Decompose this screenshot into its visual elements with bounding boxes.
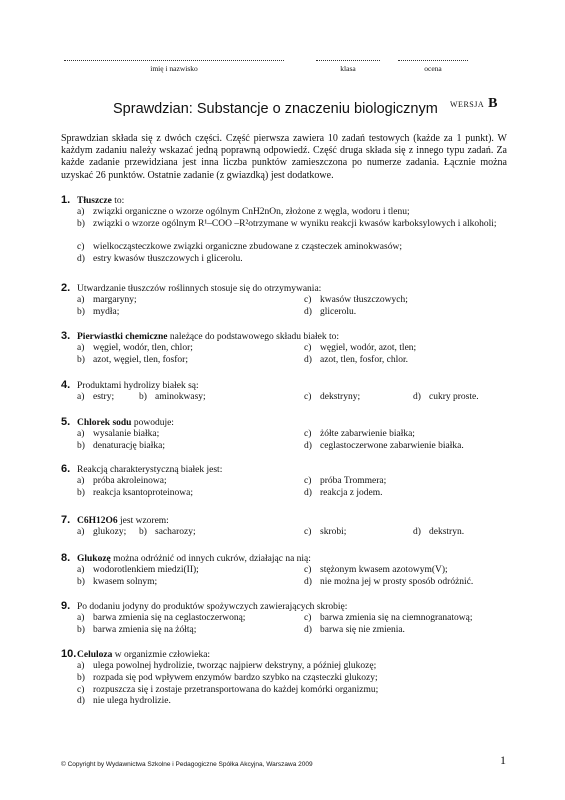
copyright-footer: © Copyright by Wydawnictwa Szkolne i Pedagogiczne Spółka Akcyjna, Warszawa 2009 (61, 761, 313, 768)
option-row (61, 625, 521, 637)
question-text: Produktami hydrolizy białek są: (77, 381, 199, 391)
option-row (61, 207, 521, 219)
answer-option[interactable] (77, 392, 114, 404)
option-text: ulega powolnej hydrolizie, tworząc najpierw dekstryny, a później glukozę; (93, 661, 377, 671)
question-number: 8. (61, 552, 71, 564)
option-letter: c) (304, 295, 312, 305)
option-text: ceglastoczerwone zabarwienie białka. (320, 440, 464, 451)
option-text: barwa zmienia się na ciemnogranatową; (320, 613, 473, 623)
option-letter: c) (304, 613, 312, 623)
answer-option[interactable] (139, 527, 196, 539)
option-letter: c) (304, 527, 312, 537)
answer-option[interactable] (304, 307, 356, 319)
answer-option[interactable] (304, 295, 408, 307)
intro-paragraph: Sprawdzian składa się z dwóch części. Część pierwsza zawiera 10 zadań testowych (każde za 1 punkt). W każdym zadaniu należy wskazać jedną poprawną odpowiedź. Część druga składa się z innego typu zadań. Za każde zadanie przewidziana jest inna liczba punktów zamieszczona po numerze zadania. Łącznie można uzyskać 26 punktów. Ostatnie zadanie (z gwiazdką) jest dodatkowe. (61, 133, 507, 181)
option-text: barwa zmienia się na ceglastoczerwoną; (93, 613, 246, 623)
answer-option[interactable] (77, 242, 402, 254)
option-text: próba akroleinowa; (93, 476, 167, 486)
option-row (61, 696, 521, 708)
answer-option[interactable] (77, 685, 378, 697)
question-keyword: Tłuszcze (77, 196, 112, 206)
option-row (61, 673, 521, 685)
answer-option[interactable] (77, 207, 410, 219)
question-2 (61, 283, 521, 319)
page-number: 1 (500, 753, 506, 767)
question-number: 9. (61, 600, 71, 612)
answer-option[interactable] (77, 625, 196, 637)
option-letter: c) (304, 429, 312, 439)
version-label: WERSJA (450, 100, 484, 109)
option-letter: a) (77, 392, 85, 402)
option-letter: b) (77, 218, 85, 229)
option-letter: d) (413, 392, 421, 402)
option-row (61, 242, 521, 254)
option-row (61, 392, 521, 404)
question-stem (61, 464, 521, 476)
question-stem (61, 649, 521, 661)
answer-option[interactable] (77, 696, 171, 708)
answer-option[interactable] (304, 392, 360, 404)
option-text: węgiel, wodór, azot, tlen; (320, 343, 417, 353)
option-row (61, 476, 521, 488)
option-text: węgiel, wodór, tlen, chlor; (93, 343, 193, 353)
option-letter: d) (304, 306, 312, 317)
question-stem (61, 283, 521, 295)
question-text: powoduje: (131, 418, 174, 428)
question-3 (61, 331, 521, 367)
grade-signature-field (398, 60, 468, 73)
question-text: to: (111, 196, 125, 206)
option-letter: c) (304, 343, 312, 353)
question-9 (61, 601, 521, 637)
option-text: cukry proste. (429, 392, 479, 402)
option-text: dekstryny; (320, 392, 361, 402)
answer-option[interactable] (77, 613, 245, 625)
answer-option[interactable] (139, 392, 206, 404)
question-8 (61, 553, 521, 589)
page-title (113, 101, 438, 117)
option-letter: d) (304, 440, 312, 451)
option-text: kwasem solnym; (93, 576, 158, 587)
option-row (61, 219, 521, 243)
option-letter: a) (77, 343, 85, 353)
option-text: nie można jej w prosty sposób odróżnić. (320, 576, 474, 587)
question-1 (61, 195, 521, 266)
option-row (61, 343, 521, 355)
option-letter: c) (77, 684, 85, 695)
question-number: 2. (61, 282, 71, 294)
option-letter: b) (77, 624, 85, 635)
option-text: glukozy; (93, 527, 127, 537)
option-text: związki o wzorze ogólnym R¹–COO –R²otrzymane w wyniku reakcji kwasów karboksylowych i alkoholi; (93, 218, 497, 229)
option-letter: c) (304, 476, 312, 486)
option-letter: b) (77, 440, 85, 451)
question-6 (61, 464, 521, 500)
question-stem (61, 331, 521, 343)
question-number: 4. (61, 379, 71, 391)
class-label: klasa (340, 64, 356, 73)
answer-option[interactable] (304, 625, 405, 637)
question-number: 10. (61, 648, 77, 660)
option-text: nie ulega hydrolizie. (93, 696, 171, 707)
option-text: aminokwasy; (155, 392, 206, 402)
answer-option[interactable] (77, 565, 199, 577)
question-stem (61, 417, 521, 429)
option-text: margaryny; (93, 295, 137, 305)
question-keyword: Chlorek sodu (77, 418, 132, 428)
answer-option[interactable] (304, 565, 448, 577)
option-row (61, 613, 521, 625)
option-row (61, 565, 521, 577)
option-letter: d) (304, 576, 312, 587)
answer-option[interactable] (304, 343, 416, 355)
version-letter: B (488, 96, 499, 111)
question-number: 3. (61, 330, 71, 342)
option-text: wodorotlenkiem miedzi(II); (93, 565, 199, 575)
question-text: Po dodaniu jodyny do produktów spożywczych zawierających skrobię: (77, 602, 348, 612)
title-prefix: Sprawdzian: (113, 101, 193, 117)
option-row (61, 685, 521, 697)
option-row (61, 355, 521, 367)
option-letter: b) (139, 527, 147, 537)
option-text: żółte zabarwienie białka; (320, 429, 415, 439)
option-letter: a) (77, 527, 85, 537)
answer-option[interactable] (77, 476, 167, 488)
option-letter: d) (413, 527, 421, 537)
option-text: barwa się nie zmienia. (320, 624, 405, 635)
question-text: można odróżnić od innych cukrów, działając na nią: (110, 554, 311, 564)
question-text: jest wzorem: (117, 516, 169, 526)
question-number: 6. (61, 463, 71, 475)
option-text: reakcja z jodem. (320, 487, 383, 498)
option-text: związki organiczne o wzorze ogólnym CnH2nOn, złożone z węgla, wodoru i tlenu; (93, 207, 410, 217)
option-text: skrobi; (320, 527, 347, 537)
question-stem (61, 195, 521, 207)
title-main: Substancje o znaczeniu biologicznym (196, 101, 438, 117)
option-text: kwasów tłuszczowych; (320, 295, 408, 305)
question-7 (61, 515, 521, 539)
answer-option[interactable] (77, 441, 165, 453)
class-signature-field (316, 60, 380, 73)
option-text: glicerolu. (320, 306, 357, 317)
option-text: rozpuszcza się i zostaje przetransportowana do każdej komórki organizmu; (93, 684, 379, 695)
option-text: dekstryn. (429, 527, 465, 537)
option-letter: c) (304, 565, 312, 575)
answer-option[interactable] (77, 343, 193, 355)
option-letter: b) (77, 306, 85, 317)
answer-option[interactable] (77, 429, 159, 441)
option-letter: b) (77, 354, 85, 365)
question-10 (61, 649, 521, 708)
option-row (61, 661, 521, 673)
version-marker (450, 96, 498, 112)
option-letter: d) (77, 254, 85, 265)
grade-label: ocena (424, 64, 442, 73)
option-letter: c) (304, 392, 312, 402)
question-stem (61, 553, 521, 565)
question-4 (61, 380, 521, 404)
question-keyword: Celuloza (77, 650, 113, 660)
option-letter: a) (77, 661, 85, 671)
option-text: estry kwasów tłuszczowych i glicerolu. (93, 254, 243, 265)
question-number: 5. (61, 416, 71, 428)
option-row (61, 488, 521, 500)
option-row (61, 254, 521, 266)
answer-option[interactable] (77, 219, 497, 231)
option-text: próba Trommera; (320, 476, 387, 486)
question-text: należące do podstawowego składu białek to: (167, 332, 339, 342)
answer-option[interactable] (77, 355, 188, 367)
option-text: stężonym kwasem azotowym(V); (320, 565, 448, 575)
answer-option[interactable] (304, 577, 473, 589)
option-letter: d) (304, 624, 312, 635)
option-text: rozpada się pod wpływem enzymów bardzo szybko na cząsteczki glukozy; (93, 672, 378, 683)
option-text: azot, węgiel, tlen, fosfor; (93, 354, 188, 365)
option-row (61, 577, 521, 589)
question-text: w organizmie człowieka: (112, 650, 211, 660)
answer-option[interactable] (304, 527, 346, 539)
option-letter: a) (77, 295, 85, 305)
option-text: azot, tlen, fosfor, chlor. (320, 354, 408, 365)
question-text: Utwardzanie tłuszczów roślinnych stosuje się do otrzymywania: (77, 284, 322, 294)
option-text: sacharozy; (155, 527, 196, 537)
option-letter: b) (77, 672, 85, 683)
question-keyword: Glukozę (77, 554, 111, 564)
answer-option[interactable] (77, 527, 126, 539)
option-text: mydła; (93, 306, 120, 317)
option-letter: d) (304, 354, 312, 365)
answer-option[interactable] (304, 429, 415, 441)
question-keyword: C6H12O6 (77, 516, 118, 526)
answer-option[interactable] (77, 577, 157, 589)
option-text: estry; (93, 392, 115, 402)
option-letter: a) (77, 565, 85, 575)
question-5 (61, 417, 521, 453)
option-text: reakcja ksantoproteinowa; (93, 487, 193, 498)
option-letter: c) (77, 242, 85, 253)
answer-option[interactable] (77, 254, 243, 266)
option-letter: b) (77, 576, 85, 587)
name-signature-field (64, 60, 284, 73)
option-text: barwa zmienia się na żółtą; (93, 624, 197, 635)
option-row (61, 429, 521, 441)
option-letter: a) (77, 476, 85, 486)
question-number: 1. (61, 194, 71, 206)
answer-option[interactable] (304, 613, 472, 625)
answer-option[interactable] (413, 527, 464, 539)
option-letter: b) (77, 487, 85, 498)
name-label: imię i nazwisko (150, 64, 198, 73)
answer-option[interactable] (304, 441, 464, 453)
question-stem (61, 515, 521, 527)
question-keyword: Pierwiastki chemiczne (77, 332, 168, 342)
option-letter: d) (304, 487, 312, 498)
question-stem (61, 601, 521, 613)
answer-option[interactable] (77, 488, 193, 500)
answer-option[interactable] (304, 488, 383, 500)
option-letter: b) (139, 392, 147, 402)
option-row (61, 295, 521, 307)
answer-option[interactable] (77, 307, 119, 319)
answer-option[interactable] (304, 476, 386, 488)
option-text: wielkocząsteczkowe związki organiczne zbudowane z cząsteczek aminokwasów; (93, 242, 402, 253)
option-row (61, 307, 521, 319)
option-letter: a) (77, 613, 85, 623)
option-text: wysalanie białka; (93, 429, 160, 439)
option-row (61, 527, 521, 539)
answer-option[interactable] (77, 661, 376, 673)
option-row (61, 441, 521, 453)
answer-option[interactable] (77, 673, 378, 685)
option-letter: d) (77, 696, 85, 707)
answer-option[interactable] (413, 392, 479, 404)
question-stem (61, 380, 521, 392)
answer-option[interactable] (304, 355, 408, 367)
option-letter: a) (77, 429, 85, 439)
answer-option[interactable] (77, 295, 137, 307)
question-text: Reakcją charakterystyczną białek jest: (77, 465, 223, 475)
option-text: denaturację białka; (93, 440, 166, 451)
question-number: 7. (61, 514, 71, 526)
option-letter: a) (77, 207, 85, 217)
